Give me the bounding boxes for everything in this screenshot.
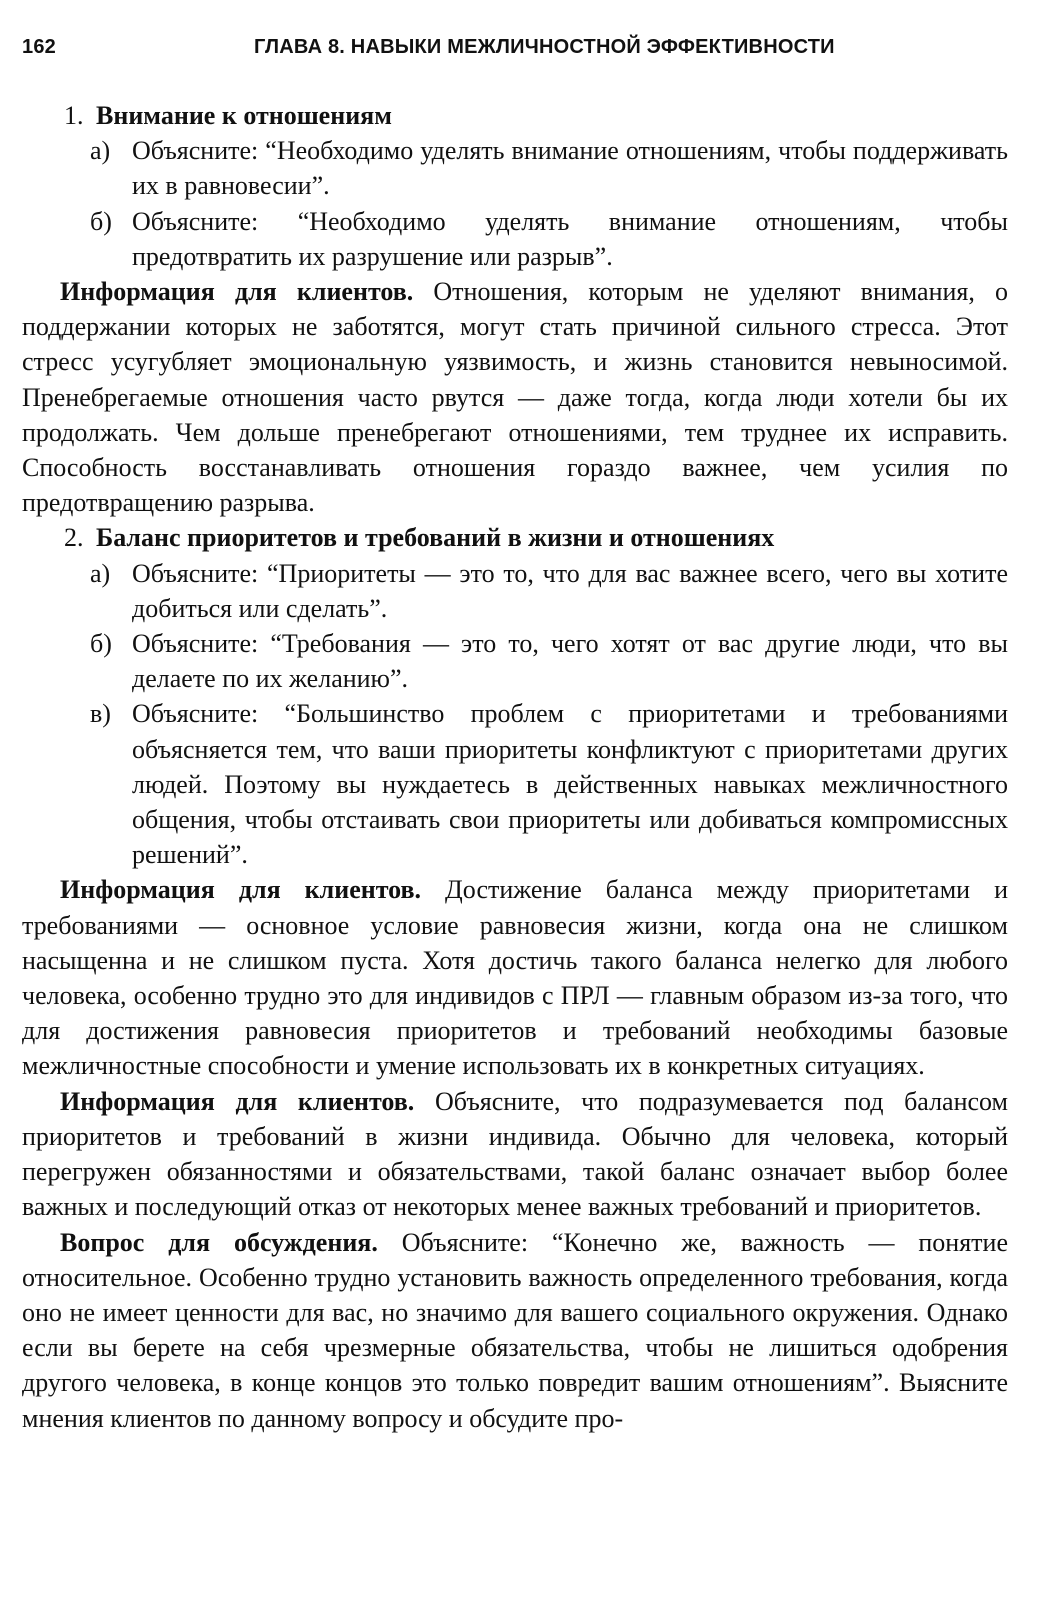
paragraph-lead: Информация для клиентов. — [60, 1086, 415, 1116]
paragraph-lead: Информация для клиентов. — [60, 875, 422, 905]
discussion-paragraph — [22, 1225, 1008, 1436]
page-header — [22, 36, 842, 66]
paragraph-text: Объясните, что подразумевается под балансом приоритетов и требований в жизни индивида. Обычно для человека, который перегружен обязанностями и обязательствами, такой баланс означает выбор более важных и последующий отказ от некоторых менее важных требований и приоритетов. — [22, 1086, 1008, 1222]
section-heading-1 — [22, 98, 1008, 133]
item-text: Объясните: “Требования — это то, чего хотят от вас другие люди, что вы делаете по их желанию”. — [132, 629, 1008, 694]
section-number: 1. — [64, 101, 84, 130]
item-label: б) — [90, 206, 112, 236]
info-paragraph — [22, 1084, 1008, 1225]
list-item — [22, 626, 1008, 696]
info-paragraph — [22, 274, 1008, 520]
paragraph-text: Объясните: “Конечно же, важность — понятие относительное. Особенно трудно установить важность определенного требования, когда оно не имеет ценности для вас, но значимо для вашего социального окружения. Однако если вы берете на себя чрезмерные обязательства, чтобы не лишиться одобрения другого человека, в конце концов это только повредит вашим отношениям”. Выясните мнения клиентов по данному вопросу и обсудите про- — [22, 1227, 1008, 1433]
chapter-title: ГЛАВА 8. НАВЫКИ МЕЖЛИЧНОСТНОЙ ЭФФЕКТИВНОСТИ — [254, 36, 835, 58]
paragraph-lead: Вопрос для обсуждения. — [60, 1227, 378, 1257]
page-number: 162 — [22, 36, 56, 58]
item-label: а) — [90, 136, 111, 166]
paragraph-lead: Информация для клиентов. — [60, 277, 414, 307]
item-text: Объясните: “Необходимо уделять внимание отношениям, чтобы поддерживать их в равновесии”. — [132, 136, 1008, 201]
section-number: 2. — [64, 523, 84, 553]
item-label: б) — [90, 629, 112, 659]
item-label: а) — [90, 558, 111, 588]
list-item — [22, 556, 1008, 626]
list-item — [22, 204, 1008, 274]
section-heading-2 — [22, 520, 1008, 555]
paragraph-text: Достижение баланса между приоритетами и требованиями — основное условие равновесия жизни, когда она не слишком насыщенна и не слишком пуста. Хотя достичь такого баланса нелегко для любого человека, особенно трудно это для индивидов с ПРЛ — главным образом из-за того, что для достижения равновесия приоритетов и требований необходимы базовые межличностные способности и умение использовать их в конкретных ситуациях. — [22, 875, 1008, 1081]
item-text: Объясните: “Большинство проблем с приоритетами и требованиями объясняется тем, что ваши приоритеты конфликтуют с приоритетами других людей. Поэтому вы нуждаетесь в действенных навыках межличностного общения, чтобы отстаивать свои приоритеты или добиваться компромиссных решений”. — [132, 699, 1008, 870]
list-item — [22, 696, 1008, 872]
item-label: в) — [90, 699, 111, 729]
item-text: Объясните: “Приоритеты — это то, что для вас важнее всего, чего вы хотите добиться или сделать”. — [132, 558, 1008, 623]
item-text: Объясните: “Необходимо уделять внимание отношениям, чтобы предотвратить их разрушение или разрыв”. — [132, 206, 1008, 271]
page-body — [22, 98, 1008, 1436]
section-title: Баланс приоритетов и требований в жизни и отношениях — [96, 523, 775, 553]
list-item — [22, 133, 1008, 203]
section-title: Внимание к отношениям — [96, 101, 392, 130]
info-paragraph — [22, 872, 1008, 1083]
paragraph-text: Отношения, которым не уделяют внимания, о поддержании которых не заботятся, могут стать причиной сильного стресса. Этот стресс усугубляет эмоциональную уязвимость, и жизнь становится невыносимой. Пренебрегаемые отношения часто рвутся — даже тогда, когда люди хотели бы их продолжать. Чем дольше пренебрегают отношениями, тем труднее их исправить. Способность восстанавливать отношения гораздо важнее, чем усилия по предотвращению разрыва. — [22, 277, 1008, 518]
